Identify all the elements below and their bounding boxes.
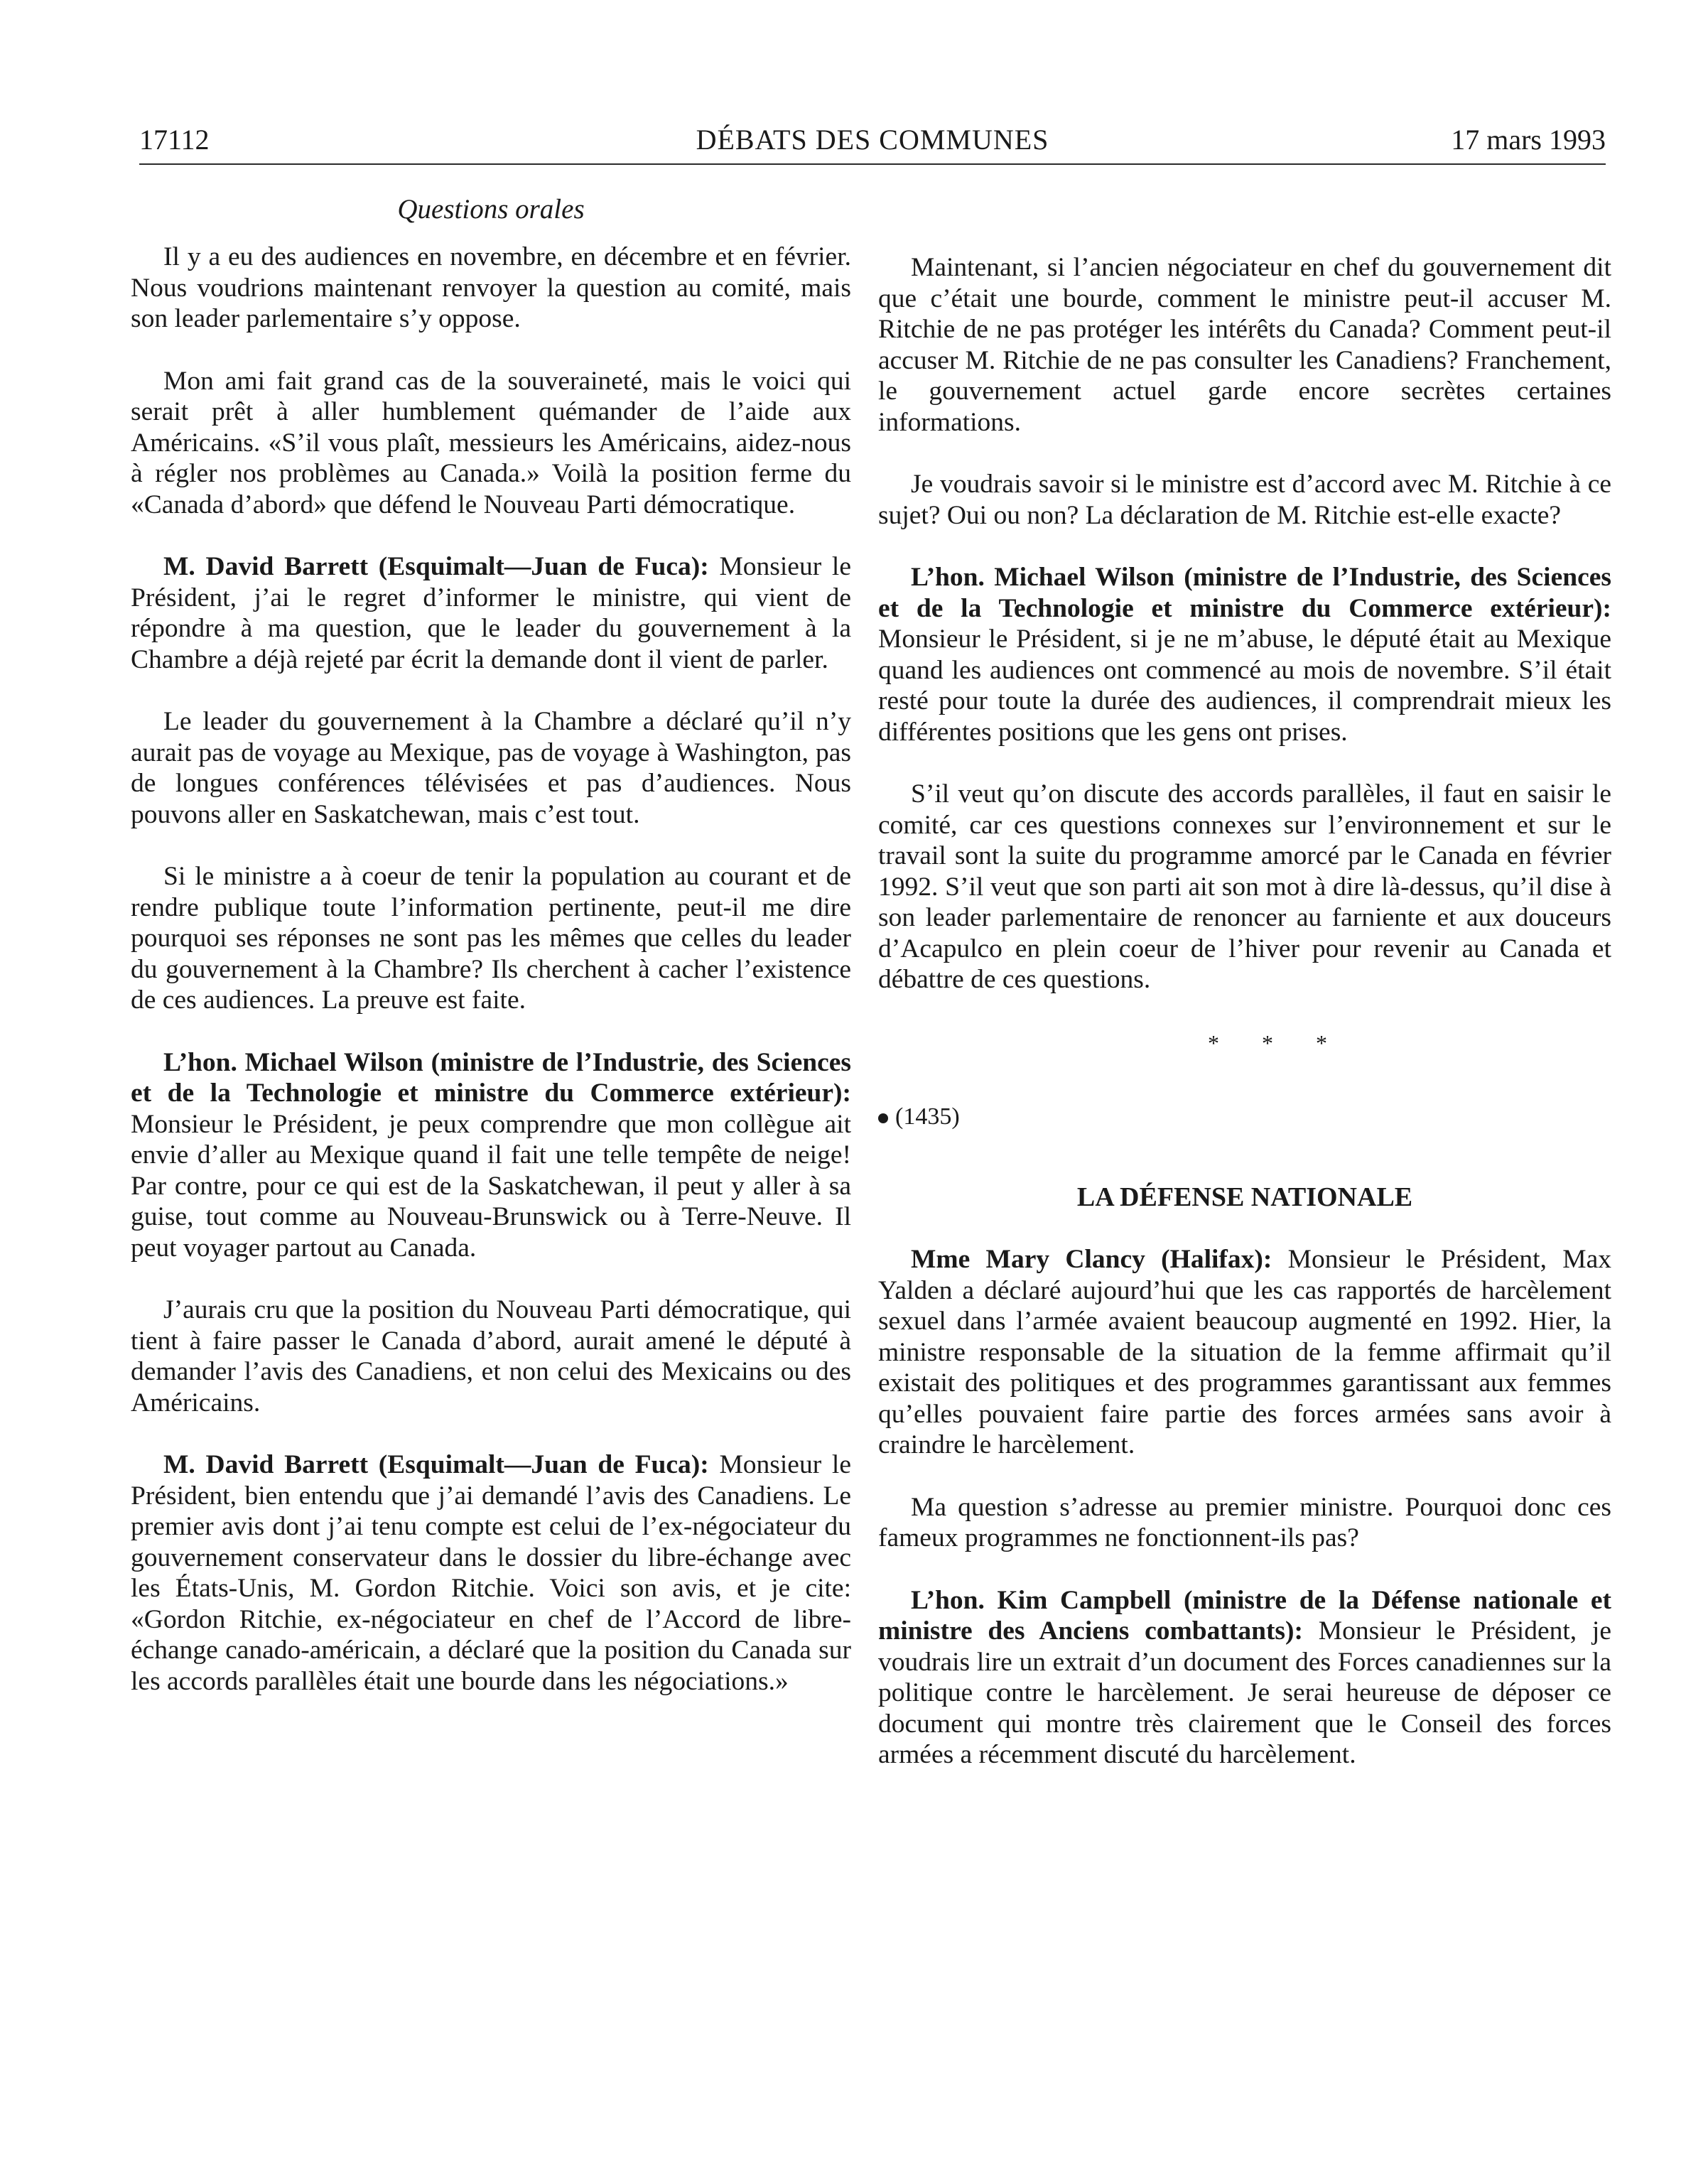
paragraph-text: Monsieur le Président, je peux comprendre que mon collègue ait envie d’aller au Mexique quand il fait une telle tempête de neige! Par contre, pour ce qui est de la Saskatchewan, il peut y aller à sa guise, tout comme au Nouveau-Brunswick ou à Terre-Neuve. Il peut voyager partout au Canada. bbox=[131, 1109, 851, 1263]
paragraph bbox=[131, 1295, 851, 1418]
paragraph-text: Monsieur le Président, si je ne m’abuse, le député était au Mexique quand les audiences ont commencé au mois de novembre. S’il était resté pour toute la durée des audiences, il comprendrait mieux les différentes positions que les gens ont prises. bbox=[878, 625, 1611, 747]
paragraph-text: Maintenant, si l’ancien négociateur en chef du gouvernement dit que c’était une bourde, comment le ministre peut-il accuser M. Ritchie de ne pas protéger les intérêts du Canada? Comment peut-il accuser M. Ritchie de ne pas consulter les Canadiens? Franchement, le gouvernement actuel garde encore secrètes certaines informations. bbox=[878, 253, 1611, 437]
paragraph bbox=[878, 469, 1611, 531]
section-heading: LA DÉFENSE NATIONALE bbox=[1076, 1182, 1413, 1212]
paragraph-text: Il y a eu des audiences en novembre, en décembre et en février. Nous voudrions maintenant renvoyer la question au comité, mais son leader parlementaire s’y oppose. bbox=[131, 242, 851, 333]
paragraph bbox=[131, 706, 851, 830]
paragraph bbox=[131, 1047, 851, 1264]
timestamp-text: (1435) bbox=[895, 1103, 960, 1130]
speaker-name: L’hon. Kim Campbell (ministre de la Défense nationale et ministre des Anciens combattants): bbox=[878, 1585, 1611, 1646]
left-column bbox=[131, 193, 851, 1728]
paragraph-text: Monsieur le Président, j’ai le regret d’informer le ministre, qui vient de répondre à ma question, que le leader du gouvernement à la Chambre a déjà rejeté par écrit la demande dont il vient de parler. bbox=[131, 552, 851, 674]
paragraph bbox=[131, 861, 851, 1016]
paragraph bbox=[131, 242, 851, 335]
paragraph bbox=[878, 562, 1611, 747]
running-title: DÉBATS DES COMMUNES bbox=[696, 124, 1049, 156]
paragraph bbox=[131, 366, 851, 521]
paragraph-text: Ma question s’adresse au premier ministre. Pourquoi donc ces fameux programmes ne fonctionnent-ils pas? bbox=[878, 1492, 1611, 1552]
paragraph bbox=[878, 1244, 1611, 1461]
page-number: 17112 bbox=[139, 124, 210, 156]
paragraph bbox=[878, 252, 1611, 438]
paragraph-text: J’aurais cru que la position du Nouveau Parti démocratique, qui tient à faire passer le Canada d’abord, aurait amené le député à demander l’avis des Canadiens, et non celui des Mexicains ou des Américains. bbox=[131, 1295, 851, 1417]
paragraph bbox=[878, 779, 1611, 995]
paragraph-text: Monsieur le Président, Max Yalden a déclaré aujourd’hui que les cas rapportés de harcèlement sexuel dans l’armée avaient beaucoup augmenté en 1992. Hier, la ministre responsable de la situation de la femme affirmait qu’il existait des politiques et des programmes garantissant aux femmes qu’elles pouvaient faire partie des forces armées sans avoir à craindre le harcèlement. bbox=[878, 1245, 1611, 1459]
timestamp bbox=[878, 1101, 1611, 1133]
speaker-name: L’hon. Michael Wilson (ministre de l’Industrie, des Sciences et de la Technologie et ministre du Commerce extérieur): bbox=[131, 1047, 851, 1108]
paragraph-text: Si le ministre a à coeur de tenir la population au courant et de rendre publique toute l’information pertinente, peut-il me dire pourquoi ses réponses ne sont pas les mêmes que celles du leader du gouvernement à la Chambre? Ils cherchent à cacher l’existence de ces audiences. La preuve est faite. bbox=[131, 862, 851, 1015]
speaker-name: Mme Mary Clancy (Halifax): bbox=[911, 1245, 1272, 1274]
section-label: Questions orales bbox=[397, 194, 585, 225]
paragraph-text: Le leader du gouvernement à la Chambre a déclaré qu’il n’y aurait pas de voyage au Mexique, pas de voyage à Washington, pas de longues conférences télévisées et pas d’audiences. Nous pouvons aller en Saskatchewan, mais c’est tout. bbox=[131, 707, 851, 829]
paragraph-text: Monsieur le Président, je voudrais lire un extrait d’un document des Forces canadiennes sur la politique contre le harcèlement. Je serai heureuse de déposer ce document qui montre très clairement que le Conseil des forces armées a récemment discuté du harcèlement. bbox=[878, 1616, 1611, 1769]
speaker-name: M. David Barrett (Esquimalt—Juan de Fuca): bbox=[163, 552, 709, 581]
paragraph-text: S’il veut qu’on discute des accords parallèles, il faut en saisir le comité, car ces questions connexes sur l’environnement et sur le travail sont la suite du programme amorcé par le Canada en février 1992. S’il veut que son parti ait son mot à dire là-dessus, qu’il dise à son leader parlementaire de renoncer au farniente et aux douceurs d’Acapulco en plein coeur de l’hiver pour revenir au Canada et débattre de ces questions. bbox=[878, 779, 1611, 994]
page-date: 17 mars 1993 bbox=[1451, 124, 1606, 156]
paragraph-text: Je voudrais savoir si le ministre est d’accord avec M. Ritchie à ce sujet? Oui ou non? La déclaration de M. Ritchie est-elle exacte? bbox=[878, 470, 1611, 530]
paragraph bbox=[131, 1449, 851, 1697]
page-header bbox=[139, 119, 1606, 165]
paragraph bbox=[878, 1492, 1611, 1554]
right-column bbox=[878, 252, 1611, 1802]
paragraph-text: Monsieur le Président, bien entendu que j’ai demandé l’avis des Canadiens. Le premier avis dont j’ai tenu compte est celui de l’ex-négociateur du gouvernement conservateur dans le dossier du libre-échange avec les États-Unis, M. Gordon Ritchie. Voici son avis, et je cite: «Gordon Ritchie, ex-négociateur en chef de l’Accord de libre-échange canado-américain, a déclaré que la position du Canada sur les accords parallèles était une bourde dans les négociations.» bbox=[131, 1450, 851, 1696]
speaker-name: L’hon. Michael Wilson (ministre de l’Industrie, des Sciences et de la Technologie et ministre du Commerce extérieur): bbox=[878, 563, 1611, 623]
section-separator: * * * bbox=[1208, 1030, 1346, 1056]
paragraph bbox=[131, 551, 851, 675]
speaker-name: M. David Barrett (Esquimalt—Juan de Fuca): bbox=[163, 1450, 709, 1479]
paragraph-text: Mon ami fait grand cas de la souveraineté, mais le voici qui serait prêt à aller humblement quémander de l’aide aux Américains. «S’il vous plaît, messieurs les Américains, aidez-nous à régler nos problèmes au Canada.» Voilà la position ferme du «Canada d’abord» que défend le Nouveau Parti démocratique. bbox=[131, 366, 851, 519]
paragraph bbox=[878, 1585, 1611, 1771]
bullet-icon bbox=[878, 1113, 888, 1123]
